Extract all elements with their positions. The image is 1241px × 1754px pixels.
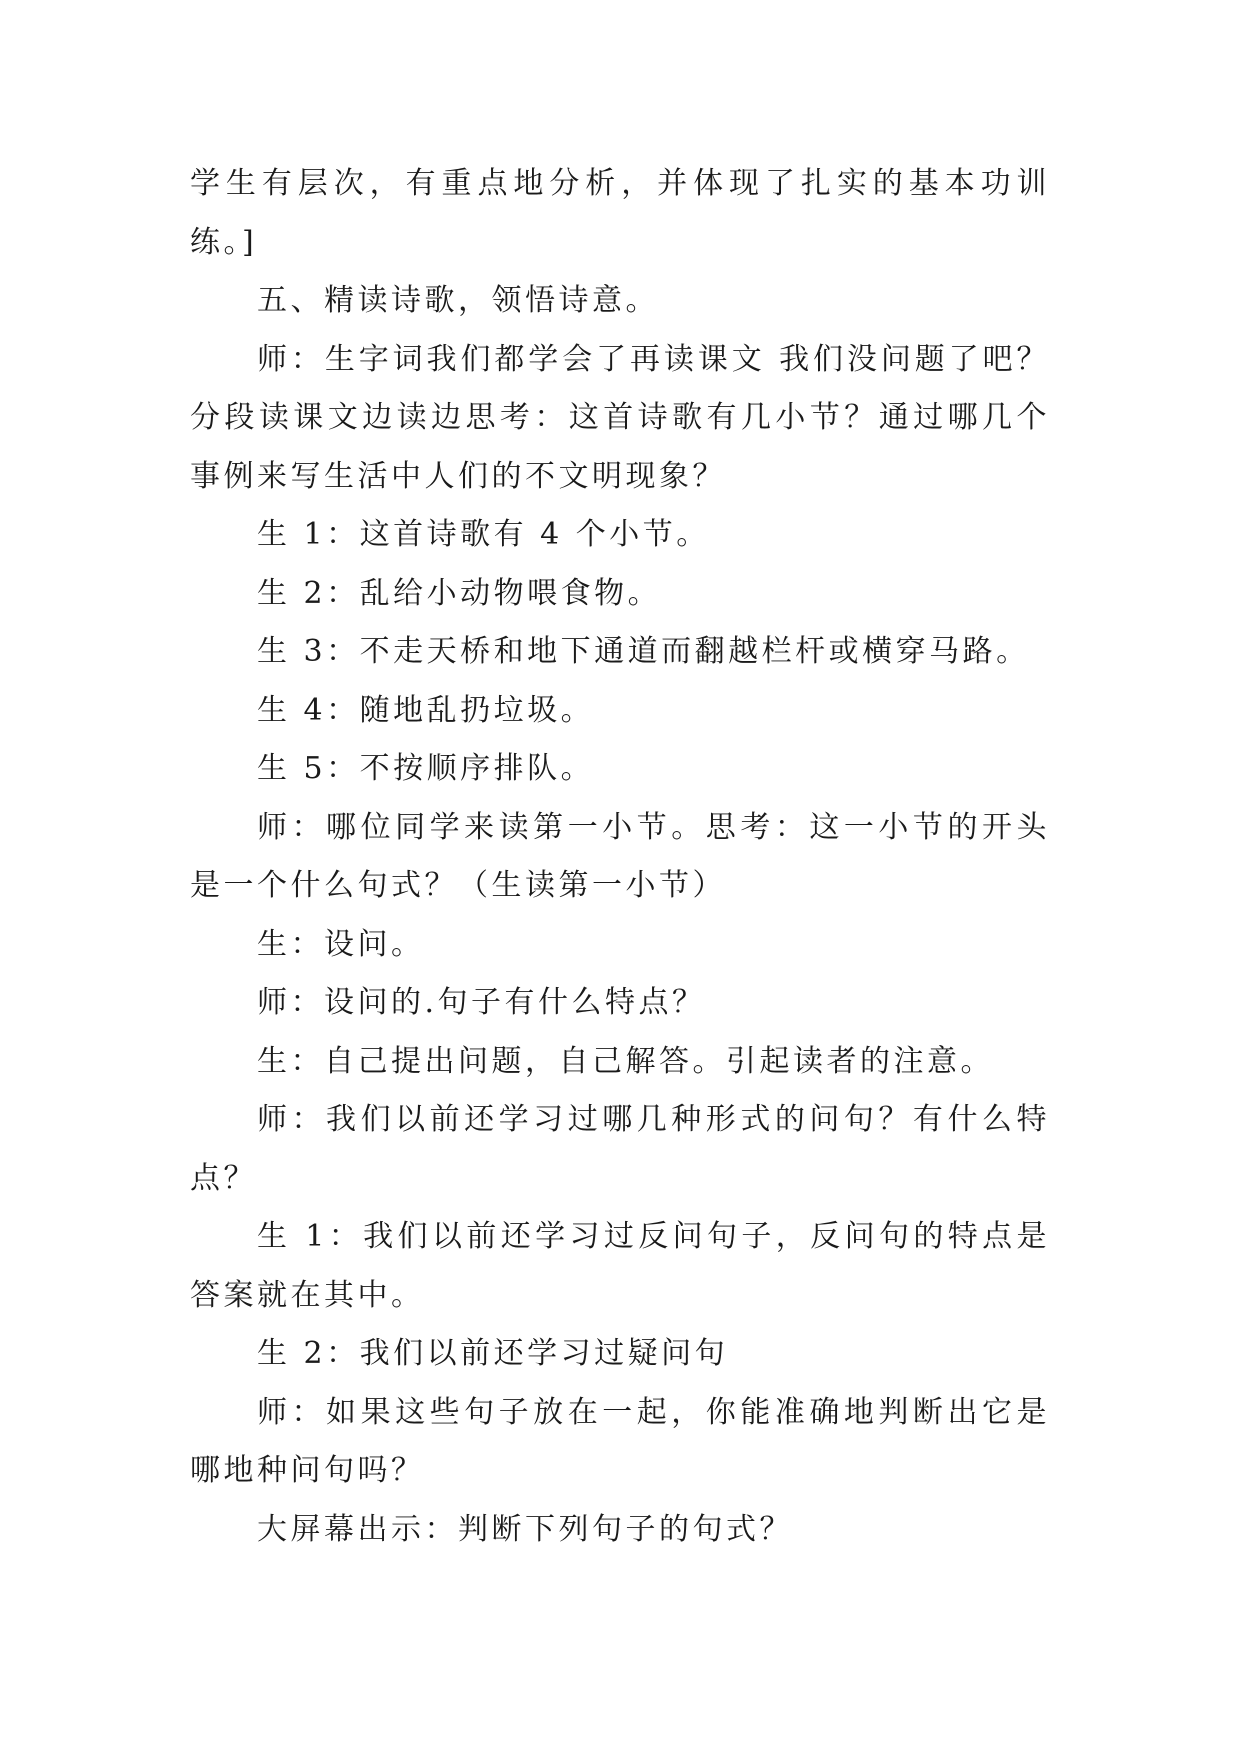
- paragraph: 师：我们以前还学习过哪几种形式的问句？有什么特点？: [190, 1102, 1050, 1196]
- paragraph: 生 2：乱给小动物喂食物。: [257, 575, 662, 611]
- paragraph: 生 3：不走天桥和地下通道而翻越栏杆或横穿马路。: [257, 634, 1030, 669]
- paragraph: 生：自己提出问题，自己解答。引起读者的注意。: [257, 1043, 994, 1079]
- paragraph: 学生有层次，有重点地分析，并体现了扎实的基本功训练。]: [190, 166, 1050, 260]
- section-heading: 五、精读诗歌，领悟诗意。: [257, 283, 659, 318]
- paragraph: 生 5：不按顺序排队。: [257, 751, 595, 786]
- paragraph: 生 1：这首诗歌有 4 个小节。: [257, 517, 710, 552]
- paragraph: 师：设问的.句子有什么特点？: [257, 985, 706, 1020]
- paragraph: 生 2：我们以前还学习过疑问句: [257, 1336, 729, 1371]
- paragraph: 生 4：随地乱扔垃圾。: [257, 692, 595, 728]
- paragraph: 师：如果这些句子放在一起，你能准确地判断出它是哪地种问句吗？: [190, 1394, 1050, 1488]
- paragraph: 生 1：我们以前还学习过反问句子，反问句的特点是答案就在其中。: [190, 1219, 1050, 1313]
- paragraph: 师：哪位同学来读第一小节。思考：这一小节的开头是一个什么句式？（生读第一小节）: [190, 809, 1050, 903]
- paragraph: 师：生字词我们都学会了再读课文 我们没问题了吧？分段读课文边读边思考：这首诗歌有几小节？通过哪几个事例来写生活中人们的不文明现象？: [190, 341, 1050, 494]
- paragraph: 生：设问。: [257, 926, 425, 962]
- document-body: [190, 155, 1050, 1559]
- paragraph: 大屏幕出示：判断下列句子的句式？: [257, 1511, 793, 1547]
